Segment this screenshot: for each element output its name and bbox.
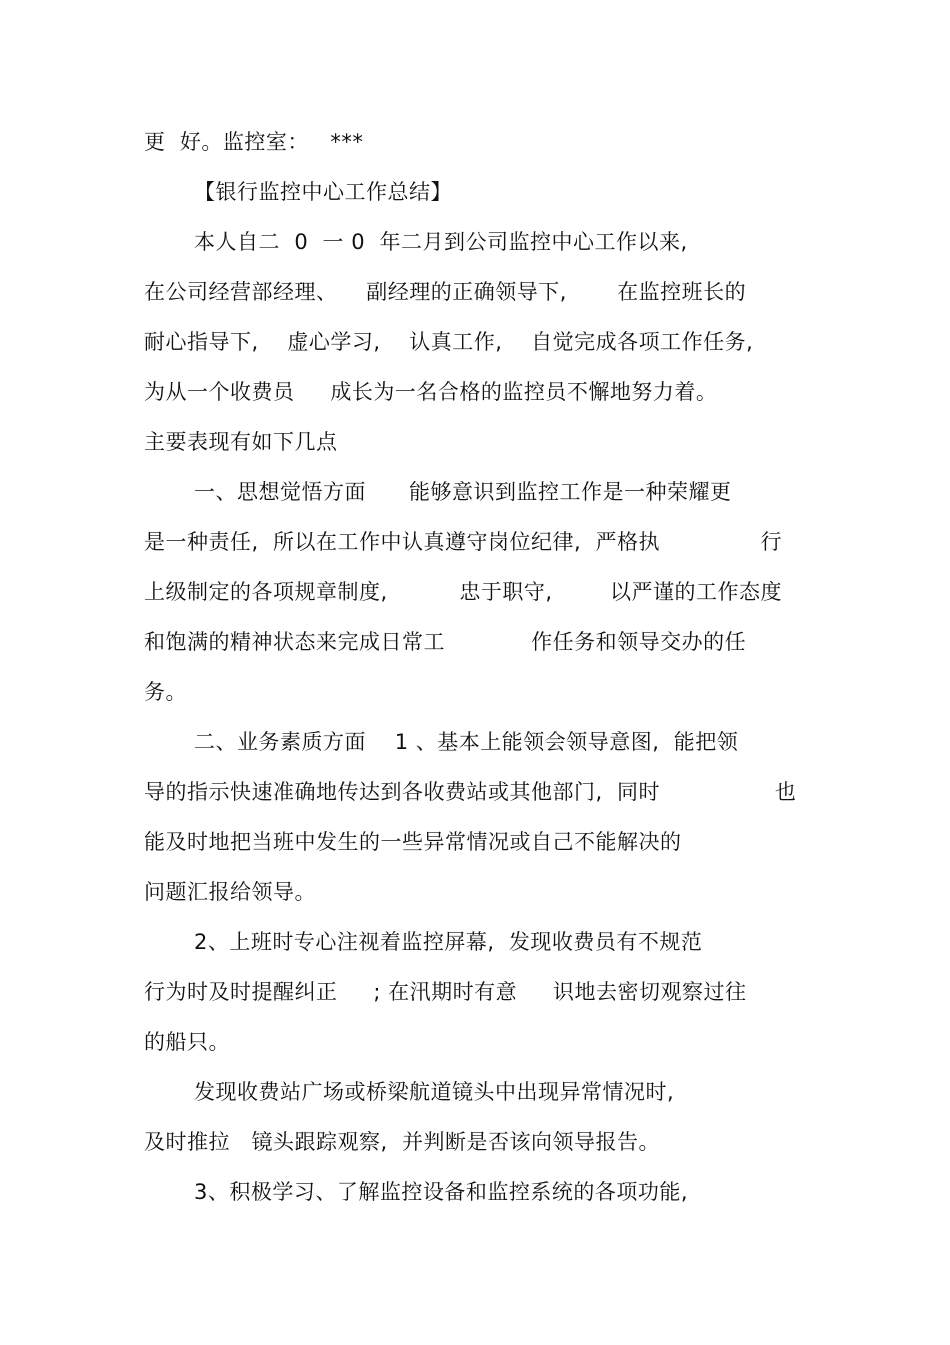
text-line-11: 和饱满的精神状态来完成日常工 作任务和领导交办的任 [144,630,747,654]
text-line-19: 的船只。 [144,1030,230,1054]
text-line-22: 3、积极学习、了解监控设备和监控系统的各项功能, [194,1180,689,1204]
text-line-3: 本人自二 0 一 0 年二月到公司监控中心工作以来, [194,230,688,254]
text-line-12: 务。 [144,680,187,704]
text-line-20: 发现收费站广场或桥梁航道镜头中出现异常情况时, [194,1080,675,1104]
text-line-21: 及时推拉 镜头跟踪观察, 并判断是否该向领导报告。 [144,1130,661,1154]
text-line-13: 二、业务素质方面 1 、基本上能领会领导意图, 能把领 [194,730,739,754]
text-line-17: 2、上班时专心注视着监控屏幕, 发现收费员有不规范 [194,930,703,954]
text-line-14: 导的指示快速准确地传达到各收费站或其他部门, 同时 也 [144,780,797,804]
text-line-4: 在公司经营部经理、 副经理的正确领导下, 在监控班长的 [144,280,747,304]
text-line-10: 上级制定的各项规章制度, 忠于职守, 以严谨的工作态度 [144,580,783,604]
text-line-5: 耐心指导下, 虚心学习, 认真工作, 自觉完成各项工作任务, [144,330,754,354]
text-line-1: 更 好。监控室： *** [144,130,364,154]
text-line-16: 问题汇报给领导。 [144,880,316,904]
text-line-18: 行为时及时提醒纠正 ; 在汛期时有意 识地去密切观察过往 [144,980,747,1004]
section-title: 【银行监控中心工作总结】 [194,180,452,204]
text-line-15: 能及时地把当班中发生的一些异常情况或自己不能解决的 [144,830,682,854]
text-line-7: 主要表现有如下几点 [144,430,338,454]
text-line-8: 一、思想觉悟方面 能够意识到监控工作是一种荣耀更 [194,480,732,504]
text-line-9: 是一种责任, 所以在工作中认真遵守岗位纪律, 严格执 行 [144,530,783,554]
text-line-6: 为从一个收费员 成长为一名合格的监控员不懈地努力着。 [144,380,718,404]
